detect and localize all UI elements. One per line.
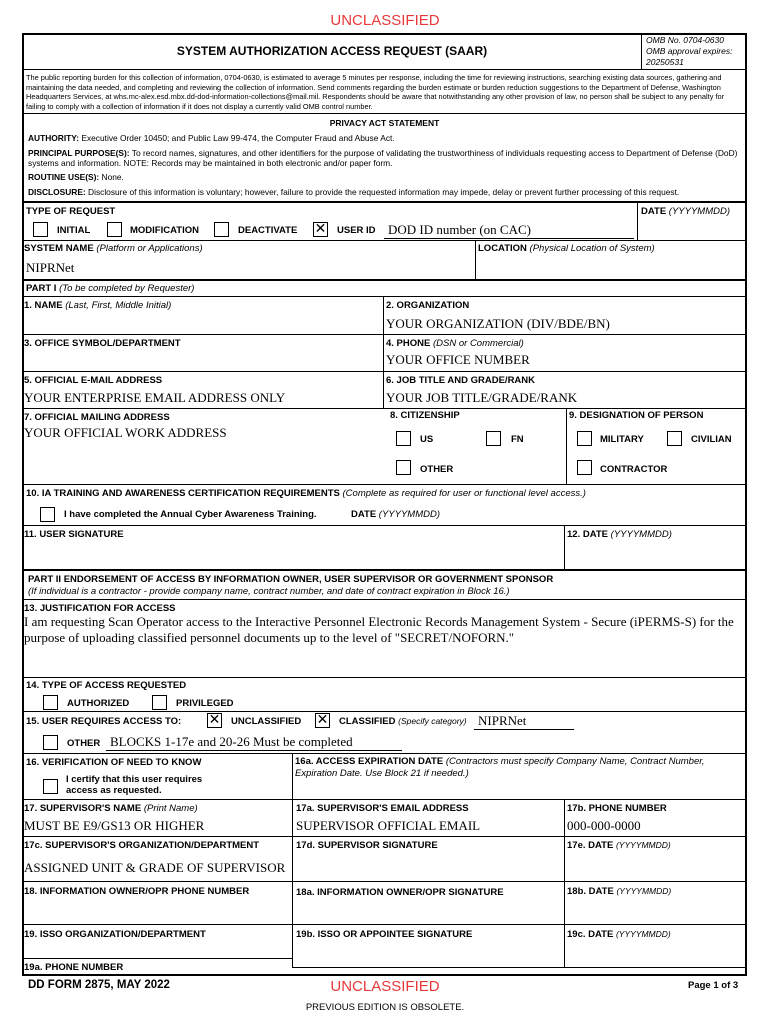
io-signature-label: 18a. INFORMATION OWNER/OPR SIGNATURE: [296, 887, 504, 898]
supervisor-email-label: 17a. SUPERVISOR'S EMAIL ADDRESS: [296, 803, 469, 814]
expiration-label: 16a. ACCESS EXPIRATION DATE (Contractors must specify Company Name, Contract Number, Expiration Date. Use Block 21 if needed.): [295, 756, 705, 779]
supervisor-name-label: 17. SUPERVISOR'S NAME (Print Name): [24, 803, 198, 814]
request-date-label: DATE (YYYYMMDD): [641, 206, 731, 217]
type-of-request-label: TYPE OF REQUEST: [26, 206, 116, 217]
user-id-value[interactable]: DOD ID number (on CAC): [388, 222, 531, 237]
verification-check-label: I certify that this user requires access as requested.: [66, 774, 203, 796]
supervisor-date-label: 17e. DATE (YYYYMMDD): [567, 840, 671, 851]
privileged-label: PRIVILEGED: [176, 698, 234, 709]
phone-label: 4. PHONE (DSN or Commercial): [386, 338, 524, 349]
contractor-label: CONTRACTOR: [600, 464, 668, 475]
civilian-label: CIVILIAN: [691, 434, 732, 445]
deactivate-checkbox[interactable]: [214, 222, 229, 237]
verification-checkbox[interactable]: [43, 779, 58, 794]
us-label: US: [420, 434, 434, 445]
form-id: DD FORM 2875, MAY 2022: [28, 979, 170, 991]
classified-checkbox[interactable]: ✕: [316, 712, 329, 728]
ia-date-label: DATE (YYYYMMDD): [351, 509, 441, 520]
isso-signature-label: 19b. ISSO OR APPOINTEE SIGNATURE: [296, 929, 473, 940]
email-label: 5. OFFICIAL E-MAIL ADDRESS: [24, 375, 163, 386]
privacy-authority: AUTHORITY: Executive Order 10450; and Public Law 99-474, the Computer Fraud and Abuse Act.: [28, 133, 395, 143]
part1-heading: PART I (To be completed by Requester): [26, 283, 195, 294]
part2-heading-hint: (If individual is a contractor - provide company name, contract number, and date of contract expiration in Block 16.): [28, 586, 510, 597]
phone-value[interactable]: YOUR OFFICE NUMBER: [386, 352, 530, 367]
civilian-checkbox[interactable]: [667, 431, 682, 446]
supervisor-org-label: 17c. SUPERVISOR'S ORGANIZATION/DEPARTMENT: [24, 840, 260, 851]
unclassified-label: UNCLASSIFIED: [231, 716, 302, 727]
page-number: Page 1 of 3: [688, 980, 739, 991]
mailing-value[interactable]: YOUR OFFICIAL WORK ADDRESS: [24, 425, 227, 440]
military-checkbox[interactable]: [577, 431, 592, 446]
isso-org-label: 19. ISSO ORGANIZATION/DEPARTMENT: [24, 929, 206, 940]
authorized-checkbox[interactable]: [43, 695, 58, 710]
privacy-disclosure: DISCLOSURE: Disclosure of this information is voluntary; however, failure to provide the requested information may impede, delay or prevent further processing of this request.: [28, 187, 680, 197]
other-access-label: OTHER: [67, 738, 101, 749]
us-checkbox[interactable]: [396, 431, 411, 446]
fn-label: FN: [511, 434, 524, 445]
classification-banner-bottom: UNCLASSIFIED: [330, 978, 440, 995]
ia-training-checkbox[interactable]: [40, 507, 55, 522]
justification-label: 13. JUSTIFICATION FOR ACCESS: [24, 603, 176, 614]
omb-number: OMB No. 0704-0630: [646, 35, 724, 45]
privacy-routine: ROUTINE USE(S): None.: [28, 172, 124, 182]
mailing-label: 7. OFFICIAL MAILING ADDRESS: [24, 412, 170, 423]
modification-label: MODIFICATION: [130, 225, 199, 236]
justification-value[interactable]: I am requesting Scan Operator access to the Interactive Personnel Electronic Records Management System - Secure (iPERMS-S) for the purpose of uploading classified personnel documents up to the level of "SECRET/NOFORN.": [24, 614, 734, 645]
contractor-checkbox[interactable]: [577, 460, 592, 475]
requires-access-label: 15. USER REQUIRES ACCESS TO:: [26, 716, 182, 727]
fn-checkbox[interactable]: [486, 431, 501, 446]
military-label: MILITARY: [600, 434, 644, 445]
ia-training-label: 10. IA TRAINING AND AWARENESS CERTIFICATION REQUIREMENTS (Complete as required for user or functional level access.): [26, 488, 586, 499]
citizenship-label: 8. CITIZENSHIP: [390, 410, 460, 421]
privacy-purpose: PRINCIPAL PURPOSE(S): To record names, signatures, and other identifiers for the purpose of validating the trustworthiness of individuals requesting access to Department of Defense (DoD) systems and information. NOTE: Records may be maintained in both electronic and/or paper form.: [28, 148, 738, 168]
unclassified-checkbox[interactable]: ✕: [208, 712, 221, 728]
part2-heading: PART II ENDORSEMENT OF ACCESS BY INFORMATION OWNER, USER SUPERVISOR OR GOVERNMENT SPONSOR: [28, 574, 554, 585]
other-access-value[interactable]: BLOCKS 1-17e and 20-26 Must be completed: [110, 734, 353, 749]
io-date-label: 18b. DATE (YYYYMMDD): [567, 886, 672, 897]
organization-value[interactable]: YOUR ORGANIZATION (DIV/BDE/BN): [386, 316, 610, 331]
location-label: LOCATION (Physical Location of System): [478, 243, 655, 254]
office-label: 3. OFFICE SYMBOL/DEPARTMENT: [24, 338, 181, 349]
ia-training-check-label: I have completed the Annual Cyber Awareness Training.: [64, 509, 317, 520]
job-label: 6. JOB TITLE AND GRADE/RANK: [386, 375, 536, 386]
type-access-label: 14. TYPE OF ACCESS REQUESTED: [26, 680, 187, 691]
classification-banner-top: UNCLASSIFIED: [330, 12, 440, 29]
user-id-label: USER ID: [337, 225, 376, 236]
burden-statement: The public reporting burden for this collection of information, 0704-0630, is estimated to average 5 minutes per response, including the time for reviewing instructions, searching existing data sources, gathering and maintaining the data needed, and completing and reviewing the collection of information. Send comments regarding the burden estimate or burden reduction suggestions to the Department of Defense, Washington Headquarters Services, at whs.mc-alex.esd.mbx.dd-dod-information-collections@mail.mil. Respondents should be aware that notwithstanding any other provision of law, no person shall be subject to any penalty for failing to comply with a collection of information if it does not display a currently valid OMB control number.: [26, 73, 725, 111]
designation-label: 9. DESIGNATION OF PERSON: [569, 410, 704, 421]
supervisor-email-value[interactable]: SUPERVISOR OFFICIAL EMAIL: [296, 818, 481, 833]
verification-label: 16. VERIFICATION OF NEED TO KNOW: [26, 757, 202, 768]
form-title: SYSTEM AUTHORIZATION ACCESS REQUEST (SAAR): [176, 44, 488, 58]
other-access-checkbox[interactable]: [43, 735, 58, 750]
user-signature-label: 11. USER SIGNATURE: [24, 529, 124, 540]
user-id-checkbox[interactable]: ✕: [314, 221, 327, 237]
modification-checkbox[interactable]: [107, 222, 122, 237]
email-value[interactable]: YOUR ENTERPRISE EMAIL ADDRESS ONLY: [24, 390, 286, 405]
other-citizenship-checkbox[interactable]: [396, 460, 411, 475]
system-name-label: SYSTEM NAME (Platform or Applications): [24, 243, 203, 254]
classified-category-value[interactable]: NIPRNet: [478, 713, 527, 728]
privileged-checkbox[interactable]: [152, 695, 167, 710]
obsolete-notice: PREVIOUS EDITION IS OBSOLETE.: [305, 1002, 465, 1013]
system-name-value[interactable]: NIPRNet: [26, 260, 75, 275]
initial-label: INITIAL: [57, 225, 91, 236]
io-phone-label: 18. INFORMATION OWNER/OPR PHONE NUMBER: [24, 886, 250, 897]
date12-label: 12. DATE (YYYYMMDD): [567, 529, 672, 540]
authorized-label: AUTHORIZED: [67, 698, 130, 709]
deactivate-label: DEACTIVATE: [238, 225, 298, 236]
supervisor-phone-label: 17b. PHONE NUMBER: [567, 803, 667, 814]
privacy-heading: PRIVACY ACT STATEMENT: [329, 118, 440, 128]
initial-checkbox[interactable]: [33, 222, 48, 237]
omb-expires: 20250531: [646, 57, 684, 67]
name-label: 1. NAME (Last, First, Middle Initial): [24, 300, 172, 311]
supervisor-signature-label: 17d. SUPERVISOR SIGNATURE: [296, 840, 438, 851]
supervisor-phone-value[interactable]: 000-000-0000: [567, 818, 641, 833]
other-citizenship-label: OTHER: [420, 464, 454, 475]
isso-date-label: 19c. DATE (YYYYMMDD): [567, 929, 671, 940]
supervisor-org-value[interactable]: ASSIGNED UNIT & GRADE OF SUPERVISOR: [24, 860, 286, 875]
omb-approval: OMB approval expires:: [646, 46, 733, 56]
supervisor-name-value[interactable]: MUST BE E9/GS13 OR HIGHER: [24, 818, 205, 833]
classified-label: CLASSIFIED (Specify category): [339, 716, 467, 727]
job-value[interactable]: YOUR JOB TITLE/GRADE/RANK: [386, 390, 578, 405]
organization-label: 2. ORGANIZATION: [386, 300, 470, 311]
isso-phone-label: 19a. PHONE NUMBER: [24, 962, 124, 973]
